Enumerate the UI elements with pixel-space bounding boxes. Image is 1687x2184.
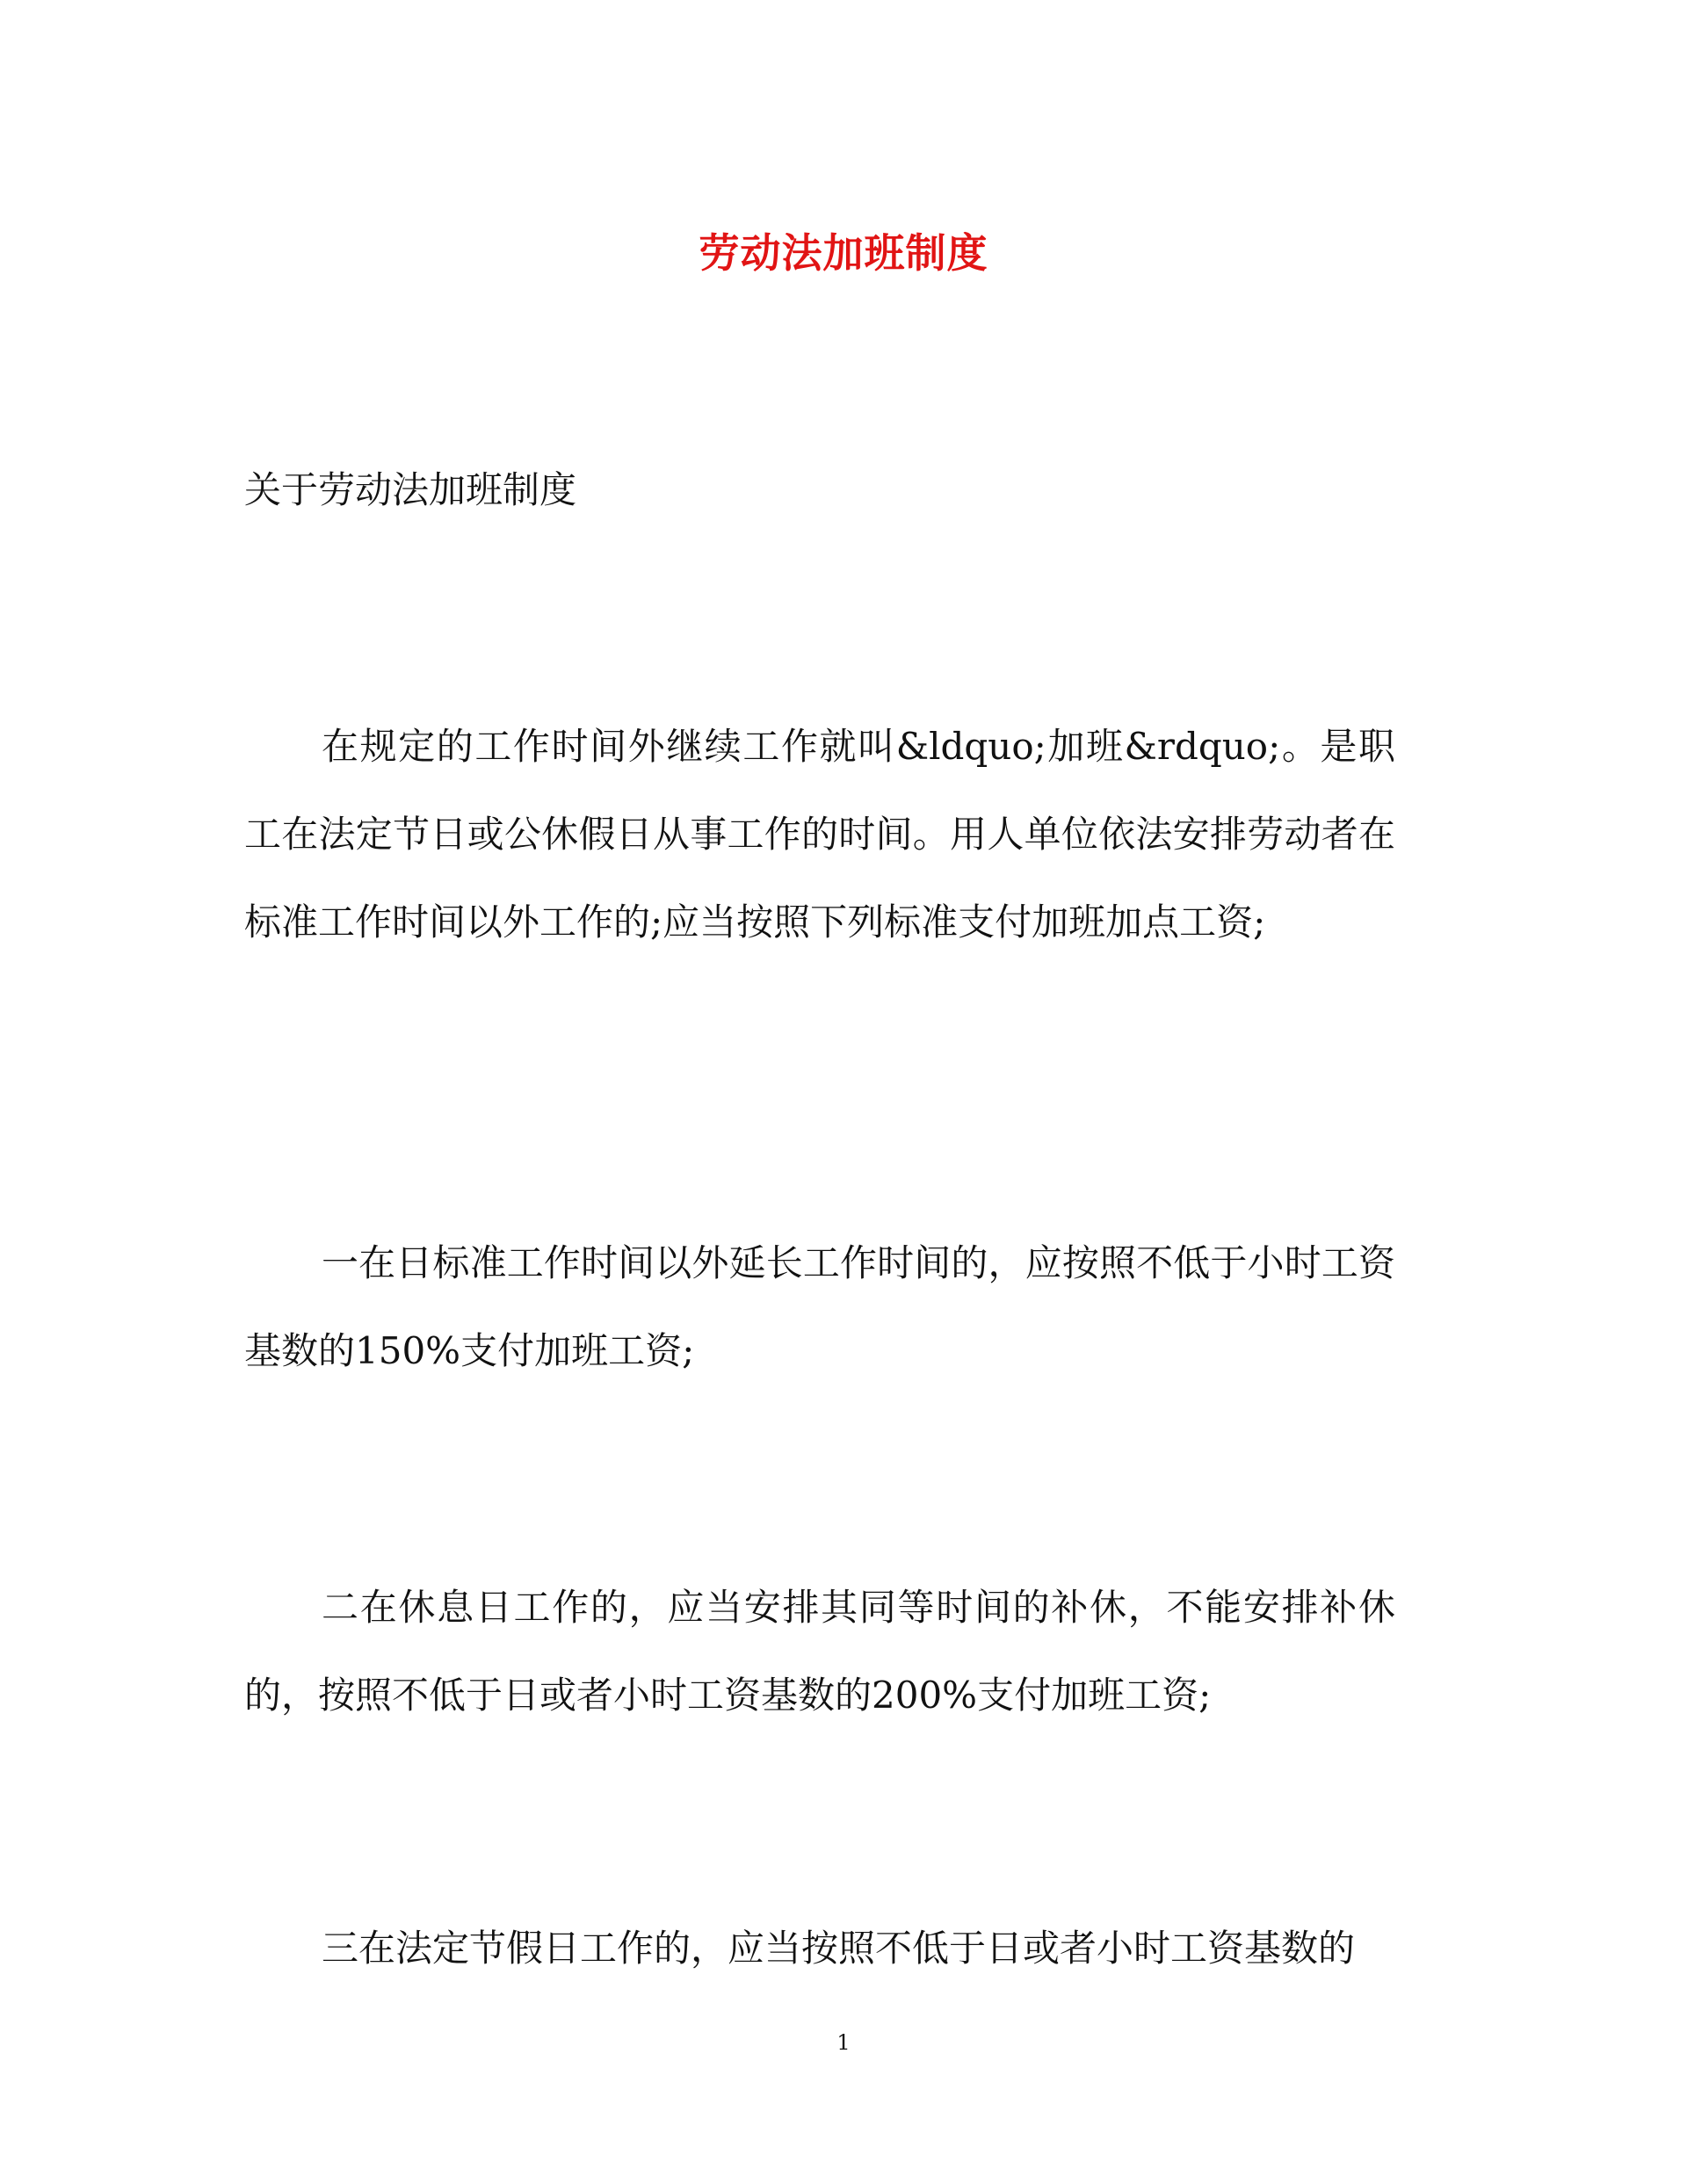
document-subtitle: 关于劳动法加班制度 (244, 468, 577, 511)
paragraph-rule-one: 一在日标准工作时间以外延长工作时间的，应按照不低于小时工资基数的150%支付加班工资; (244, 1241, 1395, 1372)
page-number: 1 (836, 2030, 851, 2055)
paragraph-rule-three: 三在法定节假日工作的，应当按照不低于日或者小时工资基数的 (322, 1927, 1356, 1970)
document-title: 劳动法加班制度 (699, 229, 988, 277)
paragraph-rule-two: 二在休息日工作的，应当安排其同等时间的补休，不能安排补休的，按照不低于日或者小时工资基数的200%支付加班工资; (244, 1586, 1395, 1717)
paragraph-overtime-definition: 在规定的工作时间外继续工作就叫&ldquo;加班&rdquo;。是职工在法定节日或公休假日从事工作的时间。用人单位依法安排劳动者在标准工作时间以外工作的;应当按照下列标准支付加班加点工资; (244, 725, 1395, 944)
